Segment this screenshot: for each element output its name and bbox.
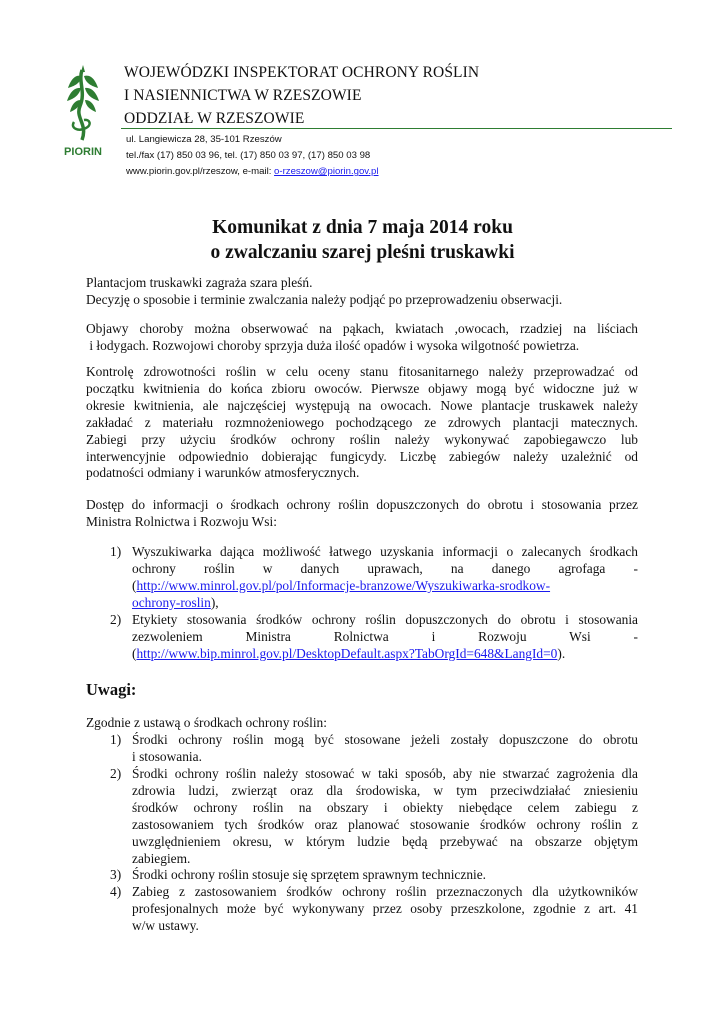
document-title-line2: o zwalczaniu szarej pleśni truskawki (210, 242, 515, 263)
paren: ), (210, 594, 219, 610)
text-line: zakładać z materiału rozmnożeniowego pochodzącego ze zdrowych plantacji matecznych. (86, 414, 638, 430)
org-name-line1: WOJEWÓDZKI INSPEKTORAT OCHRONY ROŚLIN (124, 64, 480, 81)
text-line: profesjonalnych może być wykonywany przez osoby przeszkolone, zgodnie z art. 41 (132, 900, 638, 916)
text-line: Dostęp do informacji o środkach ochrony roślin dopuszczonych do obrotu i stosowania przez (86, 497, 638, 512)
text-line: Decyzję o sposobie i terminie zwalczania należy podjąć po przeprowadzeniu obserwacji. (86, 291, 563, 307)
text-line: Środki ochrony roślin należy stosować w taki sposób, aby nie stwarzać zagrożenia dla (132, 766, 638, 781)
note-item-3 (132, 867, 638, 884)
text-line: podatności odmiany i warunków atmosferycznych. (86, 465, 360, 481)
website-text: www.piorin.gov.pl/rzeszow, e-mail: (126, 166, 275, 177)
email-link[interactable]: o-rzeszow@piorin.gov.pl (274, 166, 379, 177)
text-line: w/w ustawy. (132, 917, 199, 933)
text-line: Objawy choroby można obserwować na pąkach, kwiatach ,owocach, rzadziej na liściach (86, 321, 638, 336)
paragraph-control (86, 364, 638, 482)
minrol-search-link-cont[interactable]: ochrony-roslin (132, 594, 211, 610)
text-line: interwencyjnie odpowiednio dobierając fungicydy. Liczbę zabiegów należy uzależnić od (86, 448, 638, 464)
text-line: Plantacjom truskawki zagraża szara pleśń. (86, 275, 313, 290)
contact-line (126, 166, 379, 177)
paren: ( (132, 577, 137, 593)
text-line: zdrowia ludzi, zwierząt oraz dla środowiska, w tym przeciwdziałać zniesieniu (132, 782, 638, 798)
text-line: początku kwitnienia do końca zbioru owoców. Pierwsze objawy mogą być widoczne już w (86, 380, 638, 396)
notes-intro: Zgodnie z ustawą o środkach ochrony roślin: (86, 715, 327, 730)
paragraph-access (86, 497, 638, 531)
text-line: Środki ochrony roślin mogą być stosowane jeżeli zostały dopuszczone do obrotu (132, 732, 638, 747)
phone-line: tel./fax (17) 850 03 96, tel. (17) 850 03 97, (17) 850 03 98 (126, 150, 371, 161)
list-item-search-engine (132, 544, 638, 612)
org-name-line2: I NASIENNICTWA W RZESZOWIE (124, 87, 362, 104)
text-line: Kontrolę zdrowotności roślin w celu oceny stanu fitosanitarnego należy przeprowadzać od (86, 364, 638, 379)
list-number: 1) (110, 732, 122, 747)
address-line: ul. Langiewicza 28, 35-101 Rzeszów (126, 134, 282, 145)
text-line: Etykiety stosowania środków ochrony roślin dopuszczonych do obrotu i stosowania (132, 612, 638, 627)
text-line (132, 595, 638, 612)
notes-heading: Uwagi: (86, 680, 137, 699)
note-item-4 (132, 884, 638, 935)
document-title-line1: Komunikat z dnia 7 maja 2014 roku (212, 217, 513, 238)
text-line: Zabiegi przy użyciu środków ochrony roślin należy wykonywać zapobiegawczo lub (86, 431, 638, 447)
text-line: ochrony roślin w danych uprawach, na danego agrofaga - (132, 560, 638, 576)
text-line: Ministra Rolnictwa i Rozwoju Wsi: (86, 513, 277, 529)
text-line: uwzględnieniem okresu, w którym ludzie będą przebywać na obszarze objętym (132, 833, 638, 849)
text-line: zezwoleniem Ministra Rolnictwa i Rozwoju Wsi - (132, 628, 638, 644)
piorin-emblem-icon (58, 62, 108, 158)
logo-wordmark: PIORIN (64, 146, 102, 158)
note-item-2 (132, 766, 638, 867)
note-item-1 (132, 732, 638, 766)
paren: ( (132, 645, 137, 661)
paragraph-intro (86, 275, 638, 309)
text-line: okresie kwitnienia, ale najczęściej występują na owocach. Nowe plantacje truskawek należy (86, 397, 638, 413)
paragraph-symptoms (86, 321, 638, 355)
text-line: zabiegiem. (132, 850, 191, 866)
piorin-logo (58, 62, 108, 158)
text-line: zastosowaniem tych środków oraz planować stosowanie środków ochrony roślin z (132, 816, 638, 832)
text-line: Zabieg z zastosowaniem środków ochrony roślin przeznaczonych dla użytkowników (132, 884, 638, 899)
text-line (132, 646, 638, 663)
text-line: i łodygach. Rozwojowi choroby sprzyja duża ilość opadów i wysoka wilgotność powietrza. (86, 337, 580, 353)
text-line: Środki ochrony roślin stosuje się sprzętem sprawnym technicznie. (132, 867, 487, 882)
list-number: 3) (110, 867, 122, 882)
list-number: 1) (110, 544, 122, 559)
list-number: 4) (110, 884, 122, 899)
text-line: i stosowania. (132, 748, 202, 764)
list-number: 2) (110, 766, 122, 781)
minrol-search-link[interactable]: http://www.minrol.gov.pl/pol/Informacje-branzowe/Wyszukiwarka-srodkow- (136, 577, 551, 593)
paren: ). (557, 645, 566, 661)
minrol-bip-link[interactable]: http://www.bip.minrol.gov.pl/DesktopDefault.aspx?TabOrgId=648&LangId=0 (136, 645, 558, 661)
text-line: Wyszukiwarka dająca możliwość łatwego uzyskania informacji o zalecanych środkach (132, 544, 638, 559)
text-line (132, 578, 638, 595)
list-item-labels (132, 612, 638, 663)
header-divider (121, 128, 672, 129)
list-number: 2) (110, 612, 122, 627)
text-line: środków ochrony roślin na obszary i obiekty niebędące celem zabiegu z (132, 799, 638, 815)
org-name-line3: ODDZIAŁ W RZESZOWIE (124, 110, 305, 127)
